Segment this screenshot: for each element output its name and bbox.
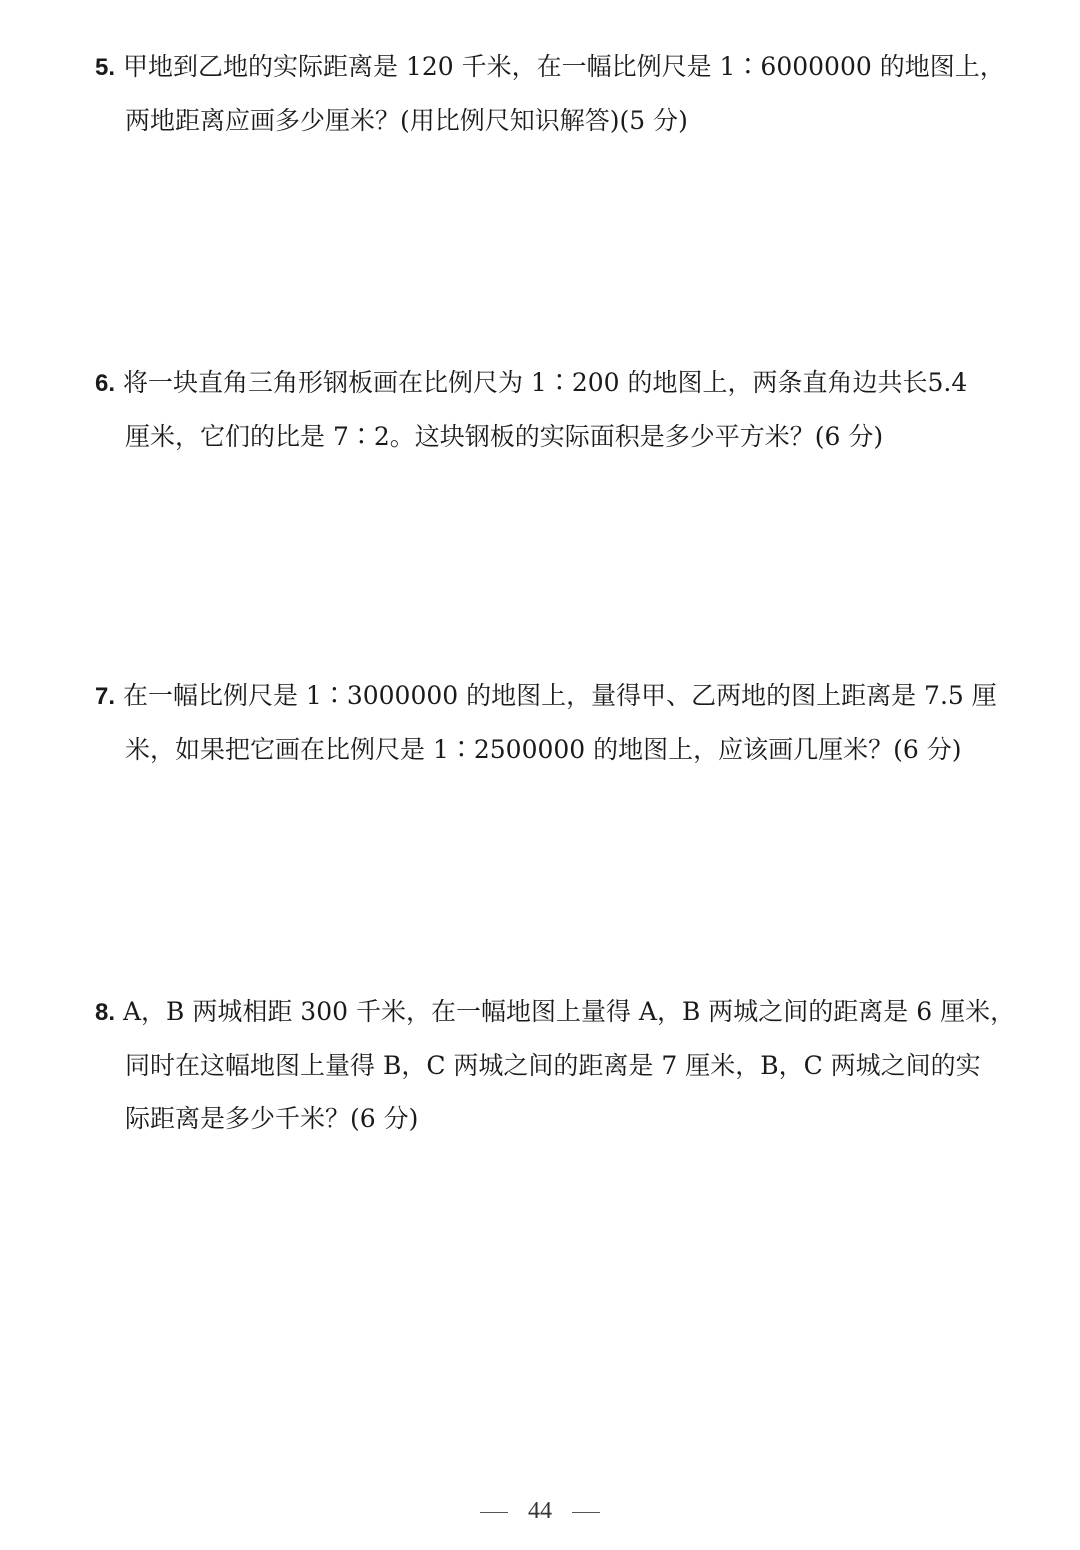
problem-text-line: 将一块直角三角形钢板画在比例尺为 1∶200 的地图上，两条直角边共长5.4 [122, 368, 968, 397]
problem-text-line: 甲地到乙地的实际距离是 120 千米，在一幅比例尺是 1∶6000000 的地图上， [122, 52, 1005, 81]
page-number: 44 [528, 1498, 552, 1524]
page-footer [0, 1498, 1080, 1525]
problem-text-line: 两地距离应画多少厘米？(用比例尺知识解答)(5 分) [125, 106, 688, 135]
problem-5 [95, 40, 1035, 147]
problem-text-line: 米，如果把它画在比例尺是 1∶2500000 的地图上，应该画几厘米？(6 分) [125, 735, 962, 764]
footer-dash-right [572, 1512, 600, 1513]
problem-number: 5. [95, 54, 116, 81]
problem-text-line: A，B 两城相距 300 千米，在一幅地图上量得 A，B 两城之间的距离是 6 厘米， [122, 997, 1016, 1026]
problem-text-line: 在一幅比例尺是 1∶3000000 的地图上，量得甲、乙两地的图上距离是 7.5 厘 [122, 681, 997, 710]
footer-dash-left [480, 1512, 508, 1513]
problem-8 [95, 985, 1035, 1145]
problem-text-line: 同时在这幅地图上量得 B，C 两城之间的距离是 7 厘米，B，C 两城之间的实 [125, 1051, 981, 1080]
problem-text-line: 际距离是多少千米？(6 分) [125, 1104, 419, 1133]
problem-7 [95, 669, 1035, 776]
problem-text-line: 厘米，它们的比是 7∶2。这块钢板的实际面积是多少平方米？(6 分) [125, 422, 884, 451]
problem-number: 7. [95, 683, 116, 710]
problem-number: 6. [95, 370, 116, 397]
problem-number: 8. [95, 999, 116, 1026]
problem-6 [95, 356, 1035, 463]
